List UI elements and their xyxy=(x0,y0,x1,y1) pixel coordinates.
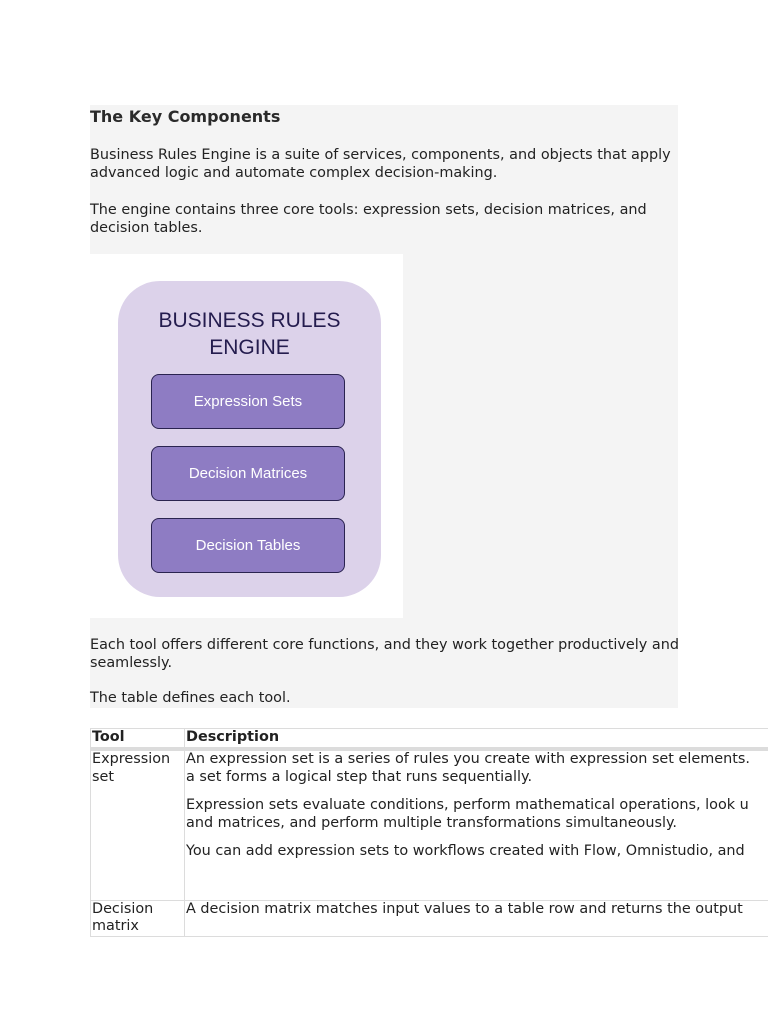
tool-name-line: Decision xyxy=(92,900,154,917)
decision-tables-box: Decision Tables xyxy=(151,518,345,573)
expression-sets-box: Expression Sets xyxy=(151,374,345,429)
section-heading: The Key Components xyxy=(90,107,281,126)
tool-cell-expression-set xyxy=(91,749,185,900)
header-description: Description xyxy=(185,729,768,750)
tool-cell-decision-matrix xyxy=(91,900,185,936)
core-tools-paragraph: The engine contains three core tools: expression sets, decision matrices, and decision tables. xyxy=(90,202,647,236)
description-line: A decision matrix matches input values to a table row and returns the output xyxy=(186,900,743,917)
together-paragraph: Each tool offers different core functions, and they work together productively and seamlessly. xyxy=(90,637,679,671)
engine-title-line1: BUSINESS RULES xyxy=(158,309,341,332)
description-line: An expression set is a series of rules you create with expression set elements. xyxy=(186,751,750,767)
table-intro-paragraph: The table defines each tool. xyxy=(90,690,291,706)
description-cell-expression-set xyxy=(185,749,768,900)
description-line: and matrices, and perform multiple transformations simultaneously. xyxy=(186,814,678,831)
intro-paragraph: Business Rules Engine is a suite of services, components, and objects that apply advanced logic and automate complex decision-making. xyxy=(90,147,671,181)
table-header-row xyxy=(91,729,768,750)
description-cell-decision-matrix xyxy=(185,900,768,936)
tool-name-line: set xyxy=(92,768,114,785)
description-line: You can add expression sets to workflows created with Flow, Omnistudio, and xyxy=(186,843,745,859)
tool-name-line: matrix xyxy=(92,918,139,934)
tool-name-line: Expression xyxy=(92,751,171,767)
engine-title-line2: ENGINE xyxy=(209,336,290,359)
description-line: a set forms a logical step that runs sequentially. xyxy=(186,768,533,785)
header-tool: Tool xyxy=(91,729,185,750)
description-line: Expression sets evaluate conditions, perform mathematical operations, look u xyxy=(186,797,749,813)
tools-table xyxy=(90,728,768,937)
table-row xyxy=(91,900,768,936)
decision-matrices-box: Decision Matrices xyxy=(151,446,345,501)
table-row xyxy=(91,749,768,900)
